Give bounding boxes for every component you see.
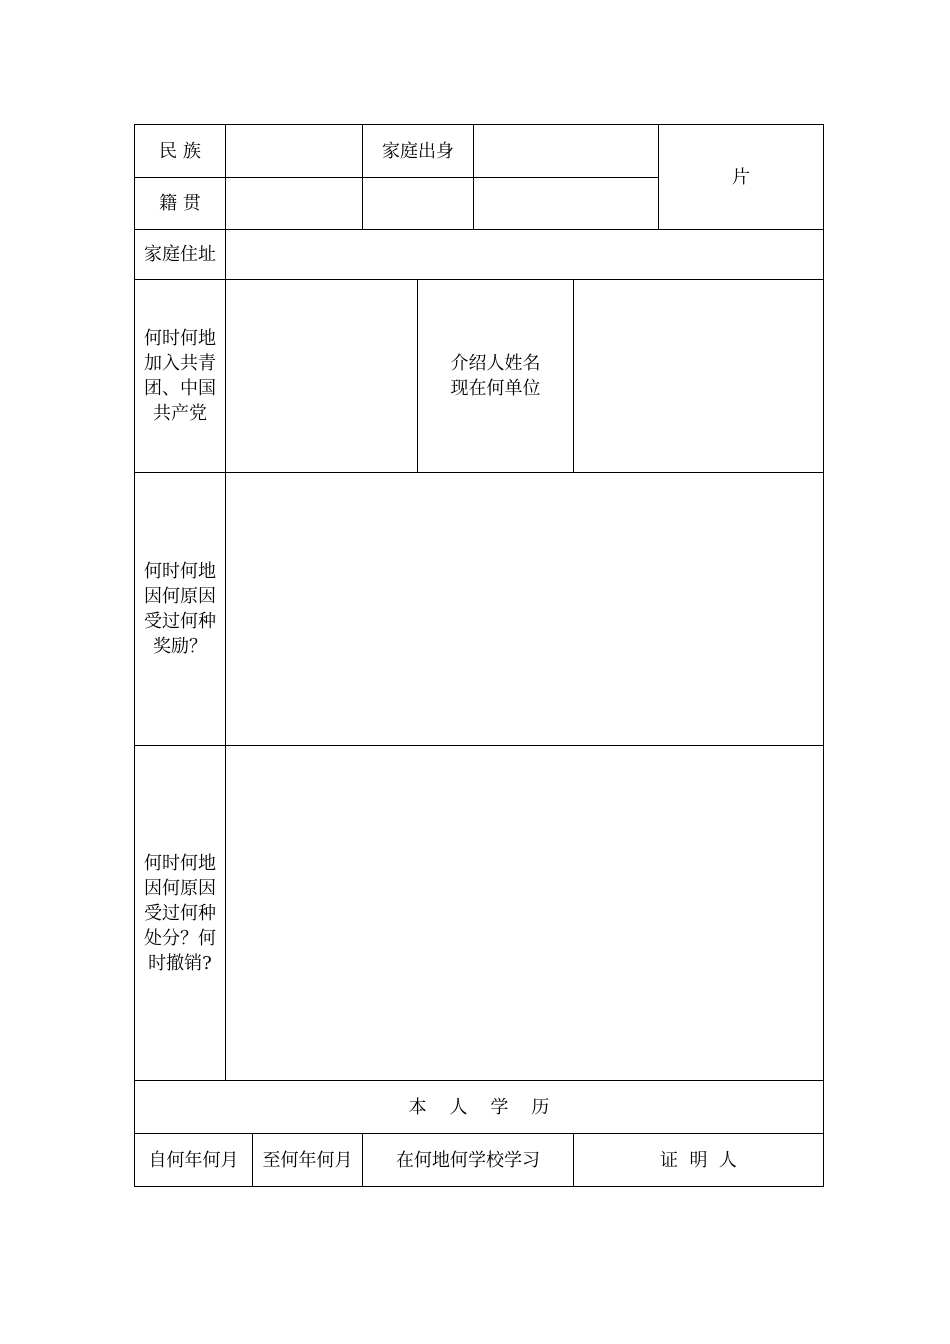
awards-field[interactable] xyxy=(226,473,824,746)
join-league-party-field[interactable] xyxy=(226,280,418,473)
join-league-party-label: 何时何地 加入共青 团、中国 共产党 xyxy=(135,280,226,473)
native-place-label: 籍 贯 xyxy=(135,178,226,230)
ethnicity-label: 民 族 xyxy=(135,125,226,178)
punishments-field[interactable] xyxy=(226,746,824,1081)
home-address-field[interactable] xyxy=(226,230,824,280)
punishments-label: 何时何地 因何原因 受过何种 处分？何 时撤销? xyxy=(135,746,226,1081)
education-col-school: 在何地何学校学习 xyxy=(363,1134,574,1187)
introducer-label: 介绍人姓名 现在何单位 xyxy=(418,280,574,473)
home-address-label: 家庭住址 xyxy=(135,230,226,280)
education-col-from: 自何年何月 xyxy=(135,1134,253,1187)
native-place-extra-field[interactable] xyxy=(363,178,474,230)
family-origin-field[interactable] xyxy=(474,125,659,178)
family-origin-label: 家庭出身 xyxy=(363,125,474,178)
ethnicity-field[interactable] xyxy=(226,125,363,178)
education-col-witness: 证 明 人 xyxy=(574,1134,824,1187)
personal-info-form xyxy=(134,124,824,1187)
education-col-to: 至何年何月 xyxy=(253,1134,363,1187)
education-section-title: 本 人 学 历 xyxy=(135,1081,824,1134)
awards-label: 何时何地 因何原因 受过何种 奖励？ xyxy=(135,473,226,746)
native-place-extra-field-2[interactable] xyxy=(474,178,659,230)
native-place-field[interactable] xyxy=(226,178,363,230)
photo-box[interactable] xyxy=(659,125,824,230)
introducer-field[interactable] xyxy=(574,280,824,473)
photo-label: 片 xyxy=(732,166,750,188)
